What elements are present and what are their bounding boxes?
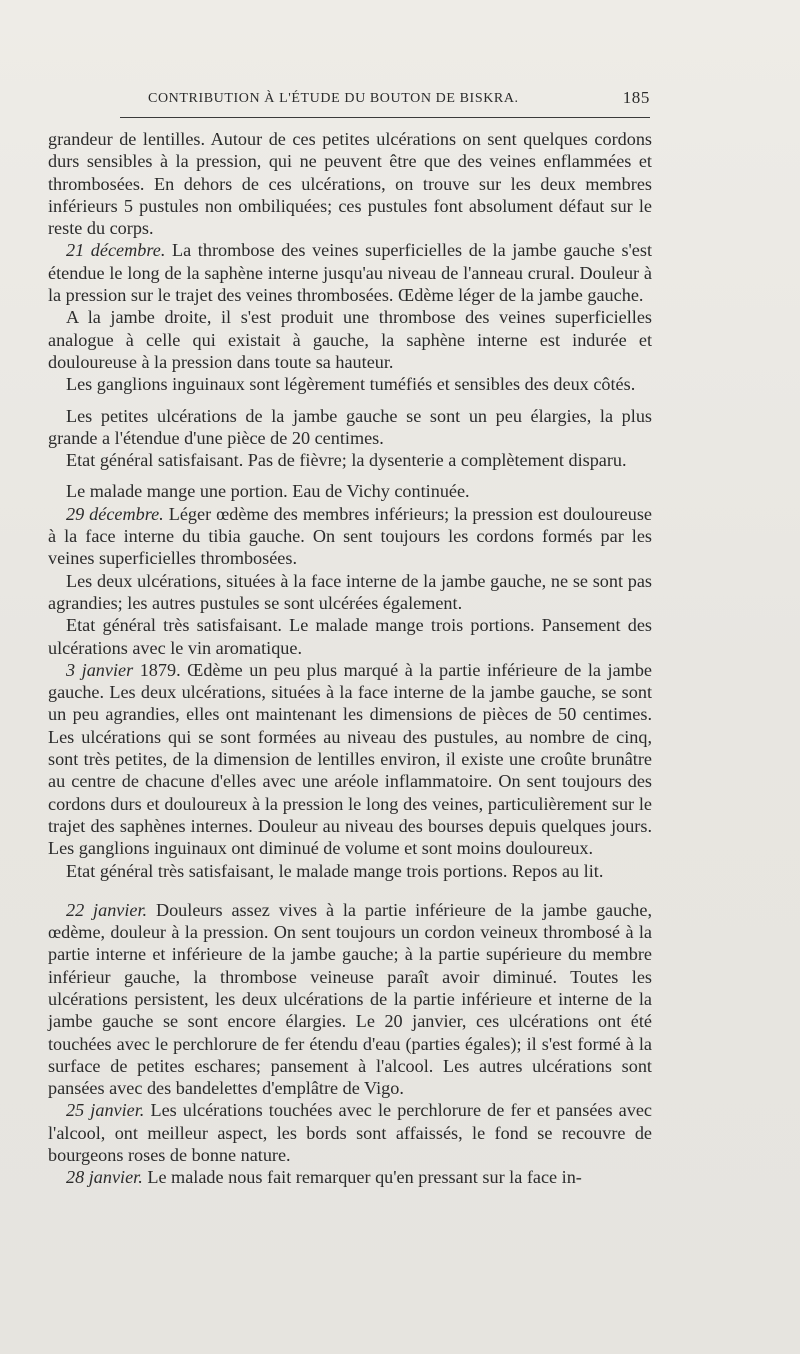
paragraph: 25 janvier. Les ulcérations touchées avec le perchlorure de fer et pansées avec l'alcool, ont meilleur aspect, les bords sont affaissés, le fond se recouvre de bourgeons roses de bonne nature. bbox=[48, 1100, 652, 1166]
entry-date: 21 décembre. bbox=[66, 240, 166, 261]
paragraph: 29 décembre. Léger œdème des membres inférieurs; la pression est douloureuse à la face interne du tibia gauche. On sent toujours les cordons formés par les veines superficielles thrombosées. bbox=[48, 503, 652, 569]
paragraph: A la jambe droite, il s'est produit une thrombose des veines superficielles analogue à celle qui existait à gauche, la saphène interne est indurée et douloureuse à la pression dans toute sa hauteur. bbox=[48, 307, 652, 372]
paragraph: 22 janvier. Douleurs assez vives à la partie inférieure de la jambe gauche, œdème, douleur à la pression. On sent toujours un cordon veineux thrombosé à la partie interne et inférieure de la jambe gauche; à la partie supérieure du membre inférieur gauche, la thrombose veineuse paraît avoir diminué. Toutes les ulcérations persistent, les deux ulcérations de la partie inférieure et interne de la jambe gauche se sont encore élargies. Le 20 janvier, ces ulcérations ont été touchées avec le perchlorure de fer étendu d'eau (parties égales); il s'est formé à la surface de petites eschares; pansement à l'alcool. Les autres ulcérations sont pansées avec des bandelettes d'emplâtre de Vigo. bbox=[48, 899, 652, 1099]
entry-date: 3 janvier bbox=[66, 659, 134, 680]
header-rule bbox=[120, 117, 650, 118]
page-header bbox=[120, 88, 650, 112]
running-title: CONTRIBUTION À L'ÉTUDE DU BOUTON DE BISKRA. bbox=[148, 91, 519, 106]
paragraph: Les ganglions inguinaux sont légèrement tuméfiés et sensibles des deux côtés. bbox=[66, 374, 636, 395]
page-number: 185 bbox=[622, 88, 650, 107]
body-text bbox=[48, 128, 652, 1189]
paragraph: Le malade mange une portion. Eau de Vichy continuée. bbox=[66, 481, 470, 502]
paragraph: 21 décembre. La thrombose des veines superficielles de la jambe gauche s'est étendue le long de la saphène interne jusqu'au niveau de l'anneau crural. Douleur à la pression sur le trajet des veines thrombosées. Œdème léger de la jambe gauche. bbox=[48, 240, 652, 306]
paragraph: Etat général très satisfaisant, le malade mange trois portions. Repos au lit. bbox=[66, 860, 604, 881]
paragraph: grandeur de lentilles. Autour de ces petites ulcérations on sent quelques cordons durs sensibles à la pression, qui ne peuvent être que des veines enflammées et thrombosées. En dehors de ces ulcérations, on trouve sur les deux membres inférieurs 5 pustules non ombiliquées; ces pustules font absolument défaut sur le reste du corps. bbox=[48, 129, 652, 239]
paragraph: 3 janvier 1879. Œdème un peu plus marqué à la partie inférieure de la jambe gauche. Les deux ulcérations, situées à la face interne de la jambe gauche, se sont un peu agrandies, elles ont maintenant les dimensions de pièces de 50 centimes. Les ulcérations qui se sont formées au niveau des pustules, au nombre de cinq, sont très petites, de la dimension de lentilles environ, il existe une croûte brunâtre au centre de chacune d'elles avec une aréole inflammatoire. On sent toujours des cordons durs et douloureux à la pression le long des veines, particulièrement sur le trajet des saphènes internes. Douleur au niveau des bourses depuis quelques jours. Les ganglions inguinaux ont diminué de volume et sont moins douloureux. bbox=[48, 659, 652, 859]
paragraph: Les deux ulcérations, situées à la face interne de la jambe gauche, ne se sont pas agrandies; les autres pustules se sont ulcérées également. bbox=[48, 570, 652, 613]
paragraph: Etat général satisfaisant. Pas de fièvre; la dysenterie a complètement disparu. bbox=[66, 450, 627, 471]
paragraph: 28 janvier. Le malade nous fait remarquer qu'en pressant sur la face in- bbox=[66, 1167, 582, 1188]
paragraph: Etat général très satisfaisant. Le malade mange trois portions. Pansement des ulcérations avec le vin aromatique. bbox=[48, 615, 652, 658]
paragraph: Les petites ulcérations de la jambe gauche se sont un peu élargies, la plus grande a l'étendue d'une pièce de 20 centimes. bbox=[48, 405, 652, 448]
entry-date: 25 janvier. bbox=[66, 1100, 145, 1121]
entry-date: 22 janvier. bbox=[66, 899, 148, 920]
entry-date: 28 janvier. bbox=[66, 1167, 143, 1188]
entry-date: 29 décembre. bbox=[66, 503, 164, 524]
